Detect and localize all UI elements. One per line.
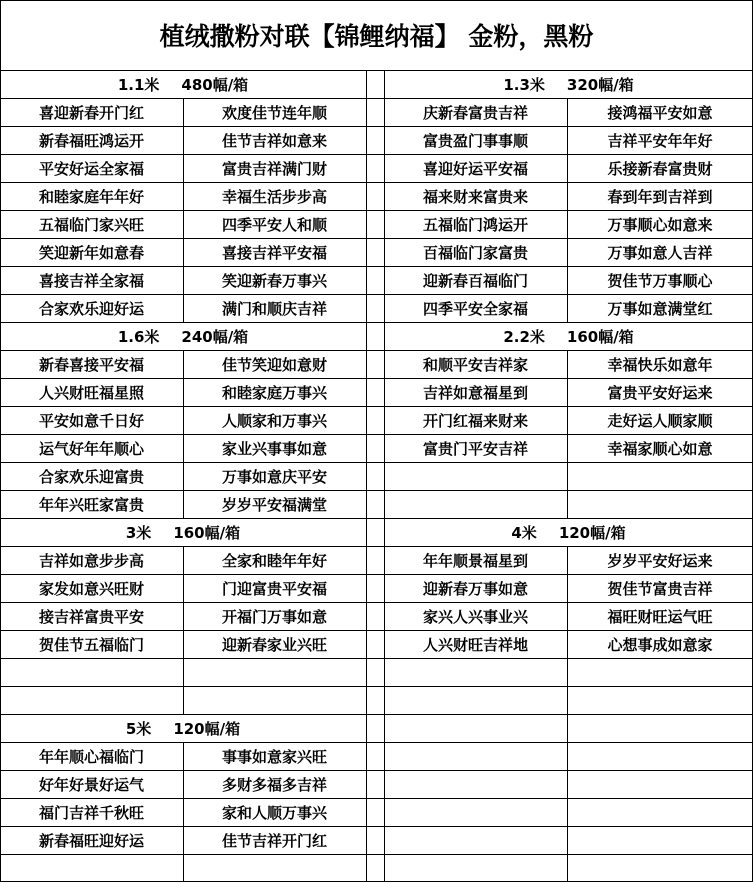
section-quantity: 160幅/箱 bbox=[173, 523, 241, 542]
row-line bbox=[0, 826, 753, 827]
column-line-right bbox=[567, 266, 568, 294]
couplet-right-line: 万事顺心如意来 bbox=[607, 215, 713, 234]
couplet-right-line: 家业兴事事如意 bbox=[221, 439, 327, 458]
column-line-right bbox=[567, 686, 568, 714]
row-line bbox=[0, 434, 753, 435]
column-line-left bbox=[183, 546, 184, 574]
row-line bbox=[0, 770, 753, 771]
section-quantity: 320幅/箱 bbox=[566, 75, 634, 94]
couplet-right-line: 欢度佳节连年顺 bbox=[221, 103, 327, 122]
row-line bbox=[0, 462, 753, 463]
couplet-left-line: 迎新春百福临门 bbox=[422, 271, 528, 290]
couplet-left-line: 吉祥如意福星到 bbox=[422, 383, 528, 402]
couplet-left-line: 运气好年年顺心 bbox=[38, 439, 144, 458]
couplet-left-line: 好年好景好运气 bbox=[38, 775, 144, 794]
row-line bbox=[0, 154, 753, 155]
section-header bbox=[384, 70, 753, 98]
couplet-left-line: 和睦家庭年年好 bbox=[38, 187, 144, 206]
column-line-left bbox=[183, 574, 184, 602]
couplet-left-line: 福来财来富贵来 bbox=[422, 187, 528, 206]
border-right bbox=[752, 0, 753, 882]
column-line-left bbox=[183, 238, 184, 266]
section-size: 2.2米 bbox=[503, 327, 545, 346]
section-quantity: 160幅/箱 bbox=[566, 327, 634, 346]
column-line-left bbox=[183, 154, 184, 182]
couplet-right-line: 事事如意家兴旺 bbox=[221, 747, 327, 766]
section-size: 1.6米 bbox=[117, 327, 160, 346]
column-line-left bbox=[183, 210, 184, 238]
row-line bbox=[0, 266, 753, 267]
column-line-right bbox=[567, 350, 568, 378]
couplet-left-line: 四季平安全家福 bbox=[422, 299, 528, 318]
couplet-left-line: 家兴人兴事业兴 bbox=[422, 607, 528, 626]
couplet-left-line: 年年顺心福临门 bbox=[38, 747, 144, 766]
section-header bbox=[384, 322, 753, 350]
row-line bbox=[0, 490, 753, 491]
couplet-left-line: 人兴财旺福星照 bbox=[38, 383, 144, 402]
couplet-right-line: 吉祥平安年年好 bbox=[607, 131, 713, 150]
couplet-right-line: 家和人顺万事兴 bbox=[221, 803, 327, 822]
couplet-right-line: 和睦家庭万事兴 bbox=[221, 383, 327, 402]
section-quantity: 120幅/箱 bbox=[558, 523, 626, 542]
section-size: 4米 bbox=[511, 523, 537, 542]
couplet-left-line: 喜迎好运平安福 bbox=[422, 159, 528, 178]
row-line bbox=[0, 714, 753, 715]
section-header bbox=[0, 518, 366, 546]
couplet-right-line: 佳节吉祥如意来 bbox=[221, 131, 327, 150]
couplet-right-line: 幸福生活步步高 bbox=[221, 187, 327, 206]
column-line-right bbox=[567, 490, 568, 518]
column-line-right bbox=[567, 658, 568, 686]
couplet-left-line: 年年顺景福星到 bbox=[422, 551, 528, 570]
row-line bbox=[0, 854, 753, 855]
couplet-left-line: 富贵门平安吉祥 bbox=[422, 439, 528, 458]
couplet-right-line: 万事如意人吉祥 bbox=[607, 243, 713, 262]
column-line-right bbox=[567, 798, 568, 826]
column-line-right bbox=[567, 462, 568, 490]
couplet-left-line: 喜接吉祥全家福 bbox=[38, 271, 144, 290]
row-line bbox=[0, 378, 753, 379]
gap-line-right bbox=[384, 70, 385, 882]
couplet-left-line: 贺佳节五福临门 bbox=[38, 635, 144, 654]
column-line-left bbox=[183, 770, 184, 798]
row-line bbox=[0, 546, 753, 547]
column-line-left bbox=[183, 742, 184, 770]
border-top bbox=[0, 0, 753, 1]
column-line-left bbox=[183, 126, 184, 154]
section-quantity: 120幅/箱 bbox=[173, 719, 241, 738]
couplet-right-line: 人顺家和万事兴 bbox=[221, 411, 327, 430]
row-line bbox=[0, 798, 753, 799]
couplet-left-line: 接吉祥富贵平安 bbox=[38, 607, 144, 626]
couplet-right-line: 岁岁平安福满堂 bbox=[221, 495, 327, 514]
column-line-right bbox=[567, 294, 568, 322]
couplet-right-line: 喜接吉祥平安福 bbox=[221, 243, 327, 262]
couplet-left-line: 合家欢乐迎富贵 bbox=[38, 467, 144, 486]
column-line-right bbox=[567, 574, 568, 602]
column-line-left bbox=[183, 490, 184, 518]
couplet-right-line: 幸福快乐如意年 bbox=[607, 355, 713, 374]
couplet-left-line: 新春喜接平安福 bbox=[38, 355, 144, 374]
row-line bbox=[0, 406, 753, 407]
section-header bbox=[384, 518, 753, 546]
couplet-right-line: 乐接新春富贵财 bbox=[607, 159, 713, 178]
couplet-left-line: 家发如意兴旺财 bbox=[38, 579, 144, 598]
couplet-right-line: 心想事成如意家 bbox=[607, 635, 713, 654]
couplet-right-line: 开福门万事如意 bbox=[221, 607, 327, 626]
section-size: 1.3米 bbox=[503, 75, 545, 94]
couplet-left-line: 新春福旺迎好运 bbox=[38, 831, 144, 850]
row-line bbox=[0, 881, 753, 882]
couplet-right-line: 多财多福多吉祥 bbox=[221, 775, 327, 794]
couplet-left-line: 人兴财旺吉祥地 bbox=[422, 635, 528, 654]
couplet-right-line: 富贵平安好运来 bbox=[607, 383, 713, 402]
column-line-left bbox=[183, 462, 184, 490]
couplet-left-line: 开门红福来财来 bbox=[422, 411, 528, 430]
column-line-left bbox=[183, 826, 184, 854]
couplet-right-line: 万事如意庆平安 bbox=[221, 467, 327, 486]
couplet-left-line: 年年兴旺家富贵 bbox=[38, 495, 144, 514]
couplet-right-line: 佳节吉祥开门红 bbox=[221, 831, 327, 850]
couplet-right-line: 满门和顺庆吉祥 bbox=[221, 299, 327, 318]
row-line bbox=[0, 126, 753, 127]
row-line bbox=[0, 518, 753, 519]
gap-line-left bbox=[366, 70, 367, 882]
couplet-left-line: 百福临门家富贵 bbox=[422, 243, 528, 262]
column-line-left bbox=[183, 854, 184, 882]
column-line-left bbox=[183, 630, 184, 658]
column-line-right bbox=[567, 210, 568, 238]
couplet-left-line: 合家欢乐迎好运 bbox=[38, 299, 144, 318]
row-line bbox=[0, 742, 753, 743]
couplet-right-line: 贺佳节万事顺心 bbox=[607, 271, 713, 290]
column-line-right bbox=[567, 546, 568, 574]
row-line bbox=[0, 574, 753, 575]
couplet-right-line: 门迎富贵平安福 bbox=[221, 579, 327, 598]
couplet-right-line: 迎新春家业兴旺 bbox=[221, 635, 327, 654]
column-line-right bbox=[567, 826, 568, 854]
couplet-left-line: 迎新春万事如意 bbox=[422, 579, 528, 598]
border-left bbox=[0, 0, 1, 882]
couplet-left-line: 五福临门鸿运开 bbox=[422, 215, 528, 234]
column-line-right bbox=[567, 182, 568, 210]
column-line-right bbox=[567, 854, 568, 882]
couplet-right-line: 春到年到吉祥到 bbox=[607, 187, 713, 206]
couplet-right-line: 走好运人顺家顺 bbox=[607, 411, 713, 430]
section-size: 1.1米 bbox=[117, 75, 160, 94]
couplet-right-line: 福旺财旺运气旺 bbox=[607, 607, 713, 626]
column-line-left bbox=[183, 294, 184, 322]
section-header bbox=[0, 714, 366, 742]
column-line-left bbox=[183, 378, 184, 406]
couplet-right-line: 万事如意满堂红 bbox=[607, 299, 713, 318]
column-line-right bbox=[567, 126, 568, 154]
couplet-right-line: 幸福家顺心如意 bbox=[607, 439, 713, 458]
couplet-right-line: 贺佳节富贵吉祥 bbox=[607, 579, 713, 598]
column-line-left bbox=[183, 266, 184, 294]
couplet-left-line: 吉祥如意步步高 bbox=[38, 551, 144, 570]
column-line-right bbox=[567, 406, 568, 434]
section-header bbox=[0, 322, 366, 350]
column-line-right bbox=[567, 98, 568, 126]
column-line-left bbox=[183, 686, 184, 714]
couplet-right-line: 全家和睦年年好 bbox=[221, 551, 327, 570]
row-line bbox=[0, 686, 753, 687]
column-line-right bbox=[567, 378, 568, 406]
couplet-right-line: 岁岁平安好运来 bbox=[607, 551, 713, 570]
row-line bbox=[0, 182, 753, 183]
couplet-left-line: 五福临门家兴旺 bbox=[38, 215, 144, 234]
couplet-left-line: 庆新春富贵吉祥 bbox=[422, 103, 528, 122]
section-header bbox=[0, 70, 366, 98]
row-line bbox=[0, 294, 753, 295]
column-line-left bbox=[183, 406, 184, 434]
column-line-left bbox=[183, 602, 184, 630]
row-line bbox=[0, 238, 753, 239]
couplet-left-line: 福门吉祥千秋旺 bbox=[38, 803, 144, 822]
column-line-right bbox=[567, 154, 568, 182]
column-line-right bbox=[567, 434, 568, 462]
column-line-left bbox=[183, 434, 184, 462]
couplet-left-line: 平安如意千日好 bbox=[38, 411, 144, 430]
column-line-right bbox=[567, 742, 568, 770]
column-line-right bbox=[567, 630, 568, 658]
section-size: 3米 bbox=[125, 523, 152, 542]
column-line-left bbox=[183, 658, 184, 686]
row-line bbox=[0, 98, 753, 99]
couplet-right-line: 富贵吉祥满门财 bbox=[221, 159, 327, 178]
couplet-left-line: 和顺平安吉祥家 bbox=[422, 355, 528, 374]
section-quantity: 480幅/箱 bbox=[181, 75, 249, 94]
column-line-left bbox=[183, 350, 184, 378]
row-line bbox=[0, 658, 753, 659]
row-line bbox=[0, 322, 753, 323]
couplet-left-line: 笑迎新年如意春 bbox=[38, 243, 144, 262]
column-line-right bbox=[567, 770, 568, 798]
couplet-left-line: 新春福旺鸿运开 bbox=[38, 131, 144, 150]
couplet-left-line: 喜迎新春开门红 bbox=[38, 103, 144, 122]
column-line-right bbox=[567, 714, 568, 742]
column-line-right bbox=[567, 602, 568, 630]
couplet-right-line: 笑迎新春万事兴 bbox=[221, 271, 327, 290]
column-line-left bbox=[183, 98, 184, 126]
section-size: 5米 bbox=[125, 719, 152, 738]
row-line bbox=[0, 350, 753, 351]
row-line bbox=[0, 630, 753, 631]
column-line-right bbox=[567, 238, 568, 266]
couplet-right-line: 四季平安人和顺 bbox=[221, 215, 327, 234]
row-line bbox=[0, 210, 753, 211]
couplet-right-line: 佳节笑迎如意财 bbox=[221, 355, 327, 374]
couplet-right-line: 接鸿福平安如意 bbox=[607, 103, 713, 122]
couplet-left-line: 平安好运全家福 bbox=[38, 159, 144, 178]
column-line-left bbox=[183, 182, 184, 210]
column-line-left bbox=[183, 798, 184, 826]
couplet-left-line: 富贵盈门事事顺 bbox=[422, 131, 528, 150]
sheet-title: 植绒撒粉对联【锦鲤纳福】 金粉，黑粉 bbox=[159, 22, 594, 51]
section-quantity: 240幅/箱 bbox=[181, 327, 249, 346]
row-line bbox=[0, 602, 753, 603]
row-line bbox=[0, 70, 753, 71]
